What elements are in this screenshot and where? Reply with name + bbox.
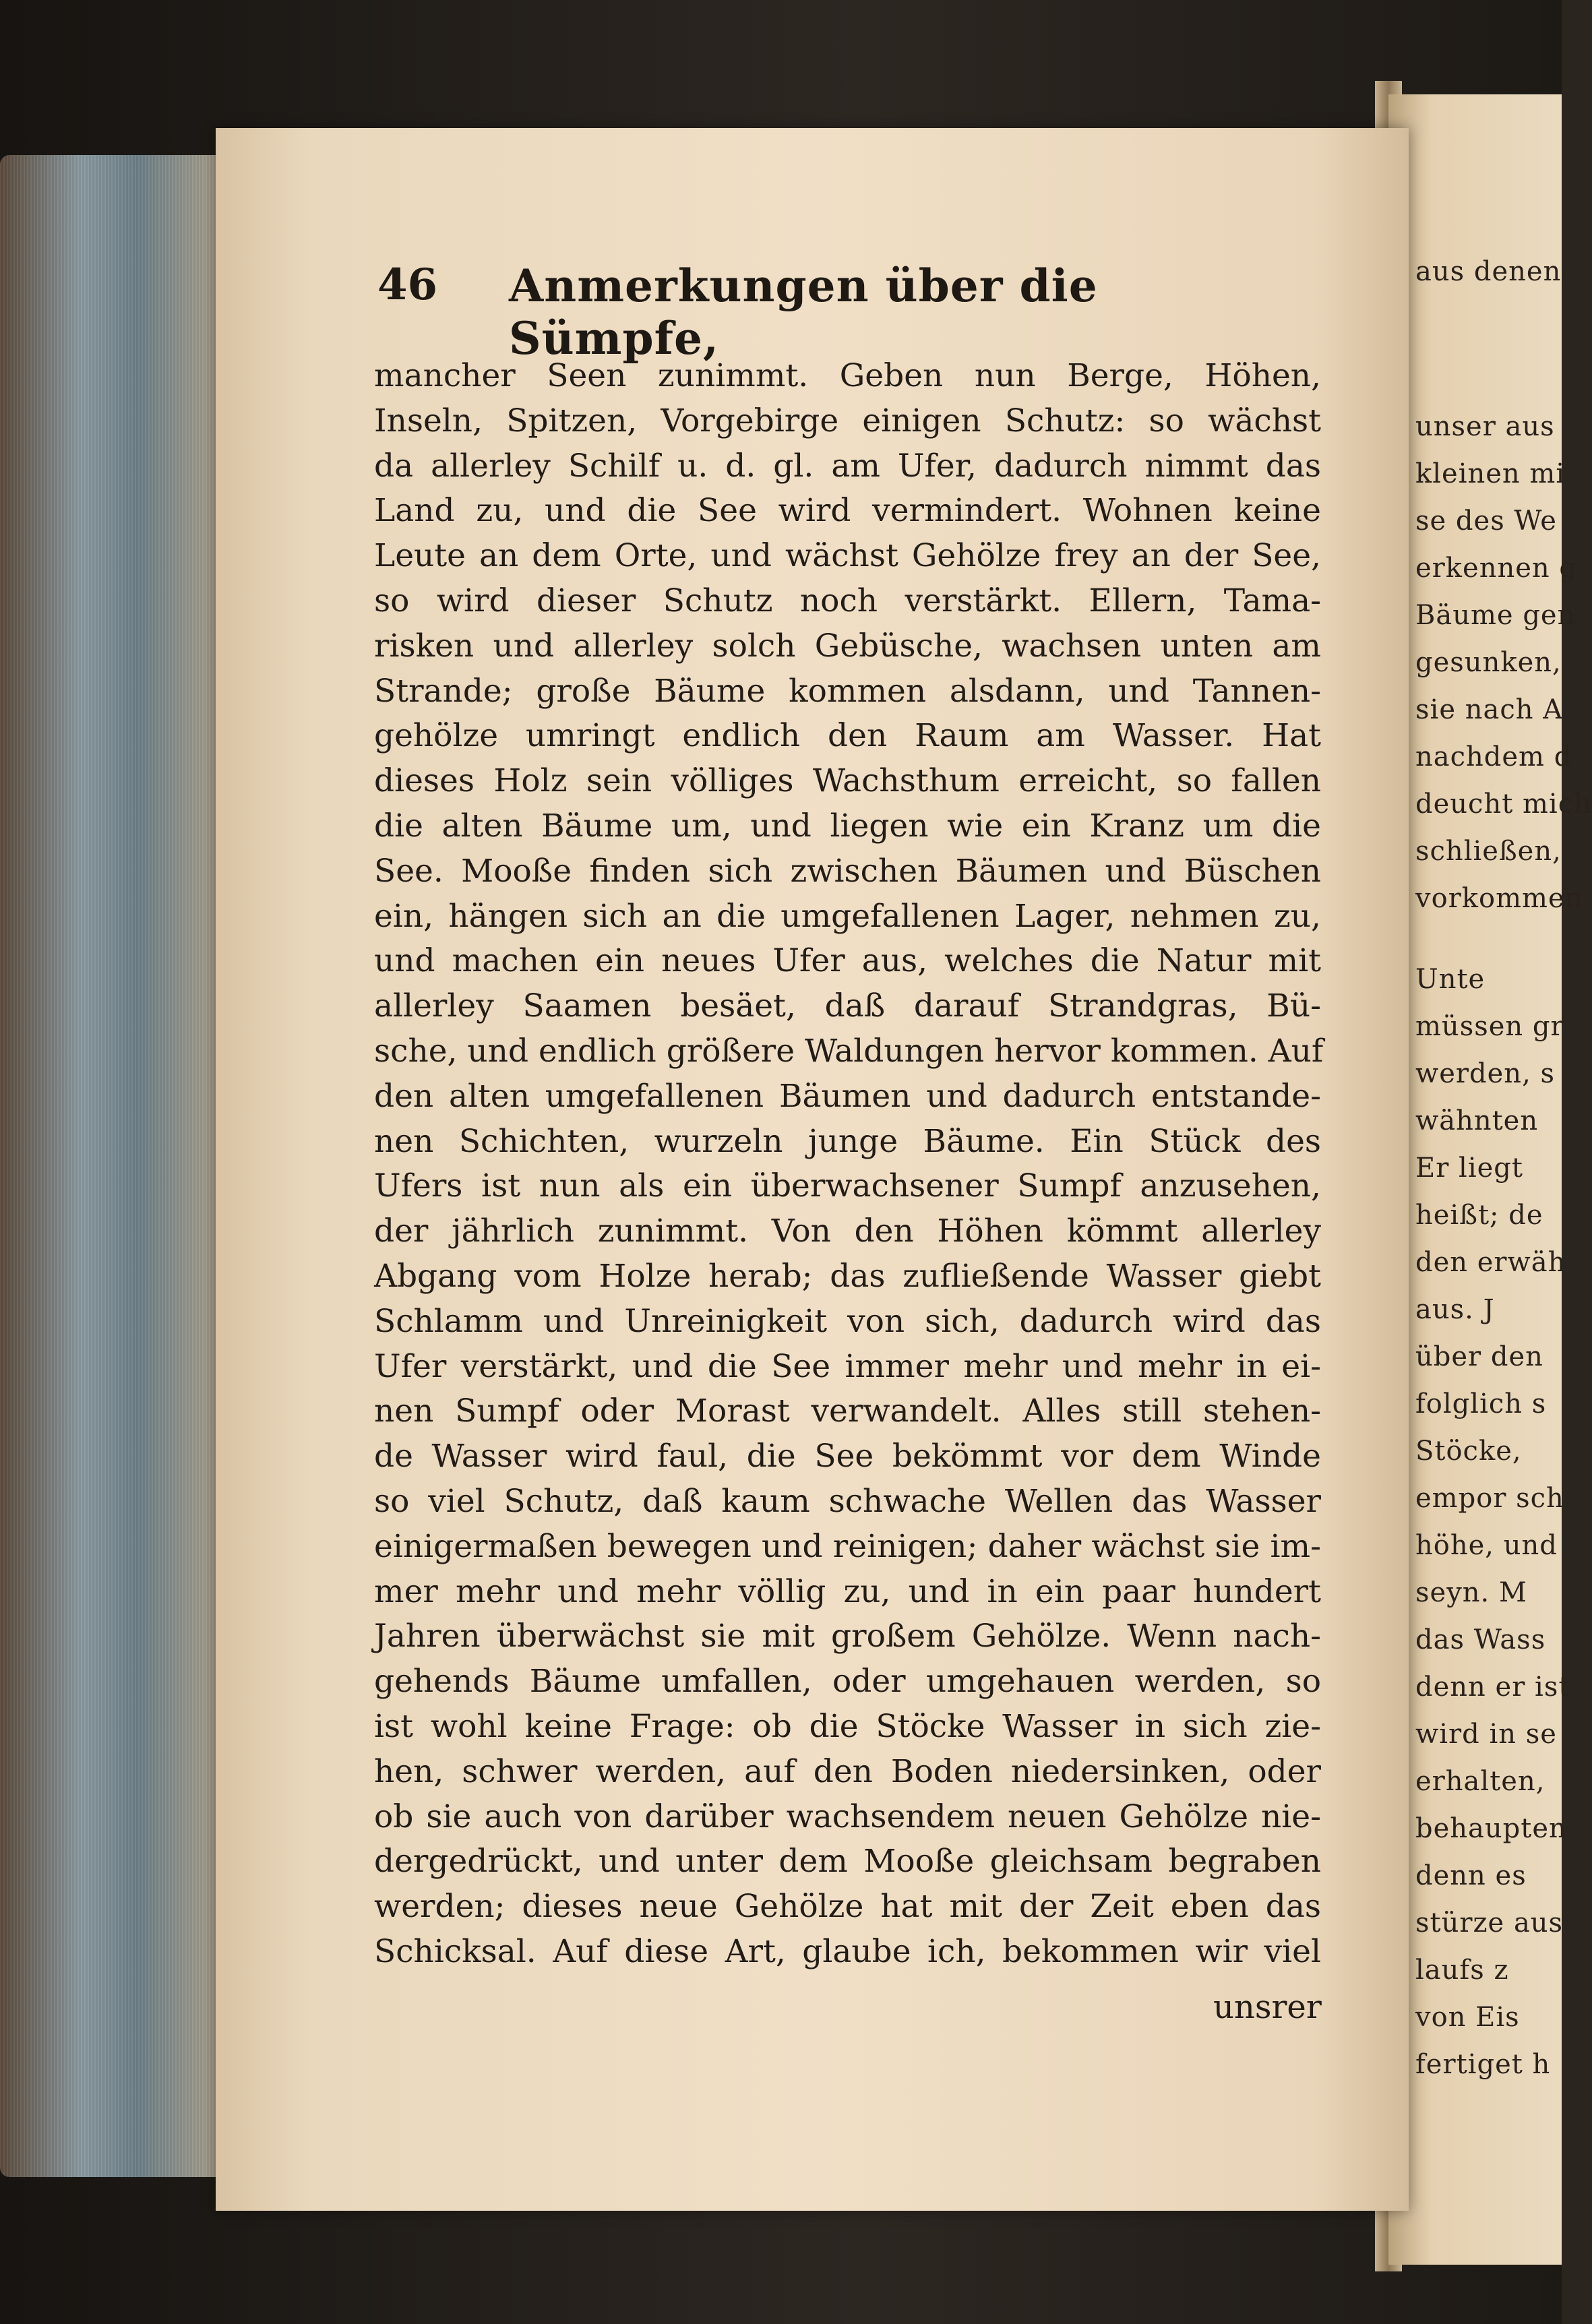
text-line: Ufers ist nun als ein überwachsener Sumpf anzusehen, [374, 1167, 1321, 1205]
facing-page-fragment: höhe, und [1415, 1530, 1558, 1561]
facing-page-fragment: schließen, [1415, 836, 1562, 867]
text-line: See. Mooße finden sich zwischen Bäumen und Büschen [374, 852, 1321, 890]
page-edges [0, 155, 229, 2177]
facing-page-fragment: folglich s [1415, 1388, 1547, 1419]
facing-page-fragment: empor sch [1415, 1483, 1564, 1514]
facing-page-fragment: nachdem d [1415, 741, 1572, 772]
text-line: ist wohl keine Frage: ob die Stöcke Wasser in sich zie- [374, 1707, 1321, 1745]
text-line: Abgang vom Holze herab; das zufließende Wasser giebt [374, 1257, 1321, 1295]
text-line: die alten Bäume um, und liegen wie ein Kranz um die [374, 807, 1321, 845]
facing-page-fragment: stürze aus [1415, 1907, 1564, 1938]
page-header [377, 259, 1321, 365]
text-line: nen Sumpf oder Morast verwandelt. Alles still stehen- [374, 1393, 1321, 1430]
text-line: Strande; große Bäume kommen alsdann, und Tannen- [374, 672, 1321, 710]
facing-page-fragment: denn er ist [1415, 1672, 1570, 1703]
text-line: Land zu, und die See wird vermindert. Wohnen keine [374, 492, 1321, 530]
text-line: sche, und endlich größere Waldungen hervor kommen. Auf [374, 1032, 1324, 1070]
text-line: ob sie auch von darüber wachsendem neuen Gehölze nie- [374, 1798, 1321, 1835]
facing-page-fragment: fertiget h [1415, 2049, 1551, 2080]
facing-page-fragment: unser aus [1415, 411, 1555, 442]
facing-page-fragment: müssen gr [1415, 1011, 1564, 1042]
text-line: dergedrückt, und unter dem Mooße gleichsam begraben [374, 1843, 1321, 1880]
catchword: unsrer [1213, 1988, 1322, 2026]
text-line: der jährlich zunimmt. Von den Höhen kömmt allerley [374, 1213, 1321, 1250]
text-line: so viel Schutz, daß kaum schwache Wellen das Wasser [374, 1482, 1321, 1520]
facing-page-fragment: wähnten [1415, 1105, 1539, 1136]
text-line: den alten umgefallenen Bäumen und dadurch entstande- [374, 1077, 1321, 1115]
text-line: Schicksal. Auf diese Art, glaube ich, bekommen wir viel [374, 1932, 1321, 1970]
text-line: dieses Holz sein völliges Wachsthum erreicht, so fallen [374, 762, 1321, 800]
text-line: Ufer verstärkt, und die See immer mehr und mehr in ei- [374, 1347, 1321, 1385]
facing-page-fragment: kleinen mi [1415, 458, 1566, 489]
facing-page-fragment: gesunken, [1415, 647, 1562, 678]
facing-page-fragment: Stöcke, [1415, 1436, 1522, 1467]
text-line: de Wasser wird faul, die See bekömmt vor dem Winde [374, 1438, 1321, 1475]
facing-page-fragment: von Eis [1415, 2002, 1520, 2033]
facing-page-fragment: vorkommen [1415, 883, 1583, 914]
text-line: mer mehr und mehr völlig zu, und in ein paar hundert [374, 1572, 1321, 1610]
facing-page-fragment: se des We [1415, 506, 1557, 537]
facing-page-fragment: das Wass [1415, 1624, 1546, 1655]
text-line: Leute an dem Orte, und wächst Gehölze frey an der See, [374, 537, 1321, 575]
facing-page-fragment: heißt; de [1415, 1200, 1543, 1231]
facing-page-fragment: Unte [1415, 964, 1486, 995]
running-title: Anmerkungen über die Sümpfe, [509, 259, 1098, 365]
text-line: gehölze umringt endlich den Raum am Wasser. Hat [374, 717, 1321, 755]
facing-page-fragment: behaupten [1415, 1813, 1567, 1844]
text-line: mancher Seen zunimmt. Geben nun Berge, Höhen, [374, 357, 1321, 394]
text-line: gehends Bäume umfallen, oder umgehauen werden, so [374, 1663, 1321, 1701]
text-line: Schlamm und Unreinigkeit von sich, dadurch wird das [374, 1302, 1321, 1340]
body-text [374, 354, 1324, 1975]
facing-page-fragment: laufs z [1415, 1955, 1509, 1986]
facing-page-fragment: Bäume gen [1415, 600, 1576, 631]
page-number: 46 [377, 259, 438, 310]
text-line: Jahren überwächst sie mit großem Gehölze. Wenn nach- [374, 1618, 1321, 1655]
facing-page-fragment: denn es [1415, 1860, 1527, 1891]
facing-page-fragment: über den [1415, 1341, 1543, 1372]
facing-page-fragment: erkennen g [1415, 553, 1577, 584]
facing-page-fragment: Er liegt [1415, 1153, 1523, 1184]
facing-page-fragment: werden, s [1415, 1058, 1556, 1089]
text-line: hen, schwer werden, auf den Boden niedersinken, oder [374, 1752, 1321, 1790]
facing-page-fragment: seyn. M [1415, 1577, 1527, 1608]
facing-page [1388, 94, 1592, 2265]
facing-page-fragment: den erwäh [1415, 1247, 1566, 1278]
text-line: so wird dieser Schutz noch verstärkt. Ellern, Tama- [374, 582, 1321, 619]
text-line: da allerley Schilf u. d. gl. am Ufer, dadurch nimmt das [374, 447, 1321, 485]
text-line: allerley Saamen besäet, daß darauf Strandgras, Bü- [374, 987, 1321, 1025]
text-line: risken und allerley solch Gebüsche, wachsen unten am [374, 627, 1321, 665]
text-line: Inseln, Spitzen, Vorgebirge einigen Schutz: so wächst [374, 402, 1321, 439]
facing-page-fragment: sie nach A [1415, 694, 1564, 725]
facing-page-fragment: wird in se [1415, 1719, 1557, 1750]
text-line: werden; dieses neue Gehölze hat mit der Zeit eben das [374, 1888, 1321, 1926]
facing-page-fragment: aus denen [1415, 256, 1562, 287]
text-line: nen Schichten, wurzeln junge Bäume. Ein Stück des [374, 1122, 1321, 1160]
text-line: einigermaßen bewegen und reinigen; daher wächst sie im- [374, 1527, 1321, 1565]
text-line: und machen ein neues Ufer aus, welches die Natur mit [374, 942, 1321, 980]
text-line: ein, hängen sich an die umgefallenen Lager, nehmen zu, [374, 897, 1321, 935]
facing-page-fragment: aus. J [1415, 1294, 1495, 1325]
facing-page-fragment: deucht mich [1415, 789, 1592, 820]
facing-page-fragment: erhalten, [1415, 1766, 1545, 1797]
